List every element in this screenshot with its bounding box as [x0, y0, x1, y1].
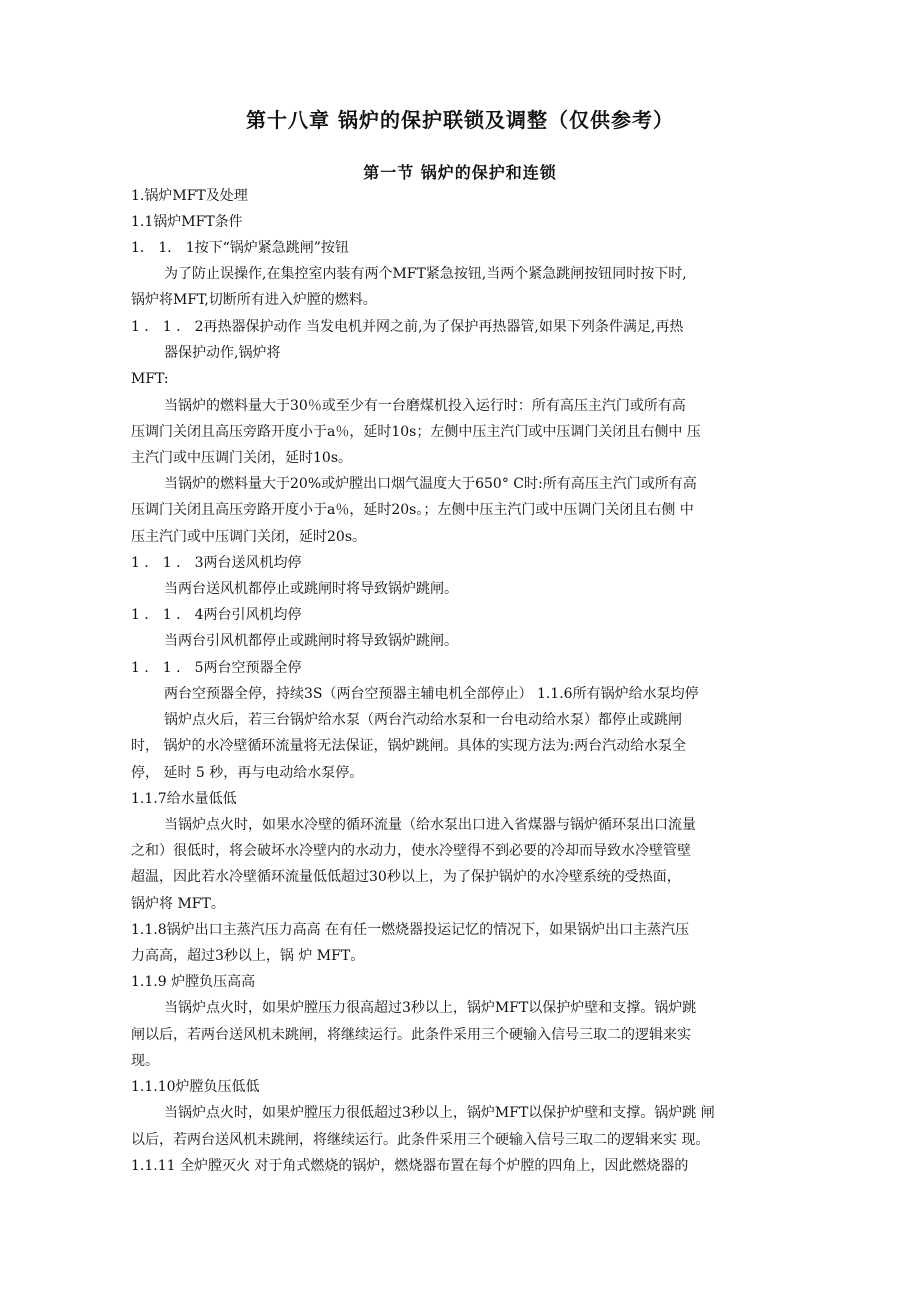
heading-line: 1.1.11 全炉膛灭火 对于角式燃烧的锅炉，燃烧器布置在每个炉膛的四角上，因此燃烧器的: [131, 1158, 689, 1174]
chapter-title: 第十八章 锅炉的保护联锁及调整（仅供参考）: [246, 108, 674, 132]
heading-line: 1 ． 1 ． 3两台送风机均停: [131, 555, 302, 571]
paragraph-line: 力高高，超过3秒以上，锅 炉 MFT。: [131, 948, 365, 964]
heading-line: 1.1.8锅炉出口主蒸汽压力高高 在有任一燃烧器投运记忆的情况下，如果锅炉出口主蒸汽压: [131, 922, 690, 938]
paragraph-line: 两台空预器全停，持续3S（两台空预器主辅电机全部停止） 1.1.6所有锅炉给水泵均停: [164, 686, 699, 702]
section-title: 第一节 锅炉的保护和连锁: [363, 163, 557, 182]
paragraph-line: 以后，若两台送风机未跳闸，将继续运行。此条件采用三个硬输入信号三取二的逻辑来实 现。: [131, 1132, 710, 1148]
paragraph-line: 当锅炉点火时，如果炉膛压力很高超过3秒以上，锅炉MFT以保护炉壁和支撑。锅炉跳: [164, 1000, 697, 1016]
paragraph-line: 压调门关闭且高压旁路开度小于a％，延时20s。；左侧中压主汽门或中压调门关闭且右侧 中: [131, 502, 694, 518]
paragraph-line: 主汽门或中压调门关闭，延时10s。: [131, 450, 352, 466]
heading-line: 1 ． 1 ． 5两台空预器全停: [131, 660, 302, 676]
paragraph-line: MFT:: [131, 371, 169, 387]
heading-line: 1.1.10炉膛负压低低: [131, 1079, 260, 1095]
paragraph-line: 当两台送风机都停止或跳闸时将导致锅炉跳闸。: [164, 581, 458, 597]
paragraph-line: 锅炉将MFT,切断所有进入炉膛的燃料。: [131, 292, 377, 308]
paragraph-line: 压调门关闭且高压旁路开度小于a％，延时10s；左侧中压主汽门或中压调门关闭且右侧中 压: [131, 424, 701, 440]
paragraph-line: 锅炉点火后，若三台锅炉给水泵（两台汽动给水泵和一台电动给水泵）都停止或跳闸: [164, 712, 682, 728]
paragraph-line: 超温，因此若水冷壁循环流量低低超过30秒以上，为了保护锅炉的水冷壁系统的受热面，: [131, 869, 681, 885]
heading-line: 1.锅炉MFT及处理: [131, 188, 248, 204]
heading-line: 1． 1． 1按下“锅炉紧急跳闸”按钮: [131, 240, 349, 256]
heading-line: 1 ． 1 ． 4两台引风机均停: [131, 607, 302, 623]
paragraph-line: 停， 延时 5 秒，再与电动给水泵停。: [131, 765, 364, 781]
heading-line: 1 ． 1 ． 2再热器保护动作 当发电机并网之前,为了保护再热器管,如果下列条件满足,再热: [131, 319, 684, 335]
paragraph-line: 当锅炉的燃料量大于20%或炉膛出口烟气温度大于650° C时:所有高压主汽门或所有高: [164, 476, 697, 492]
paragraph-line: 压主汽门或中压调门关闭，延时20s。: [131, 529, 366, 545]
heading-line: 1.1.7给水量低低: [131, 791, 237, 807]
paragraph-line: 之和）很低时，将会破坏水冷壁内的水动力，使水冷壁得不到必要的冷却而导致水冷壁管壁: [131, 843, 691, 859]
paragraph-line: 闸以后，若两台送风机未跳闸，将继续运行。此条件采用三个硬输入信号三取二的逻辑来实: [131, 1027, 691, 1043]
paragraph-line: 当锅炉的燃料量大于30％或至少有一台磨煤机投入运行时：所有高压主汽门或所有高: [164, 398, 686, 414]
paragraph-line: 当锅炉点火时，如果水冷壁的循环流量（给水泵出口进入省煤器与锅炉循环泵出口流量: [164, 817, 696, 833]
paragraph-line: 当两台引风机都停止或跳闸时将导致锅炉跳闸。: [164, 633, 458, 649]
paragraph-line: 为了防止误操作,在集控室内装有两个MFT紧急按钮,当两个紧急跳闸按钮同时按下时,: [164, 266, 687, 282]
paragraph-line: 现。: [131, 1053, 159, 1069]
paragraph-line: 当锅炉点火时，如果炉膛压力很低超过3秒以上，锅炉MFT以保护炉壁和支撑。锅炉跳 闸: [164, 1105, 715, 1121]
paragraph-line: 锅炉将 MFT。: [131, 896, 225, 912]
paragraph-line: 器保护动作,锅炉将: [164, 345, 281, 361]
paragraph-line: 时， 锅炉的水冷壁循环流量将无法保证，锅炉跳闸。具体的实现方法为:两台汽动给水泵全: [131, 738, 687, 754]
heading-line: 1.1.9 炉膛负压高高: [131, 974, 256, 990]
heading-line: 1.1锅炉MFT条件: [131, 214, 243, 230]
